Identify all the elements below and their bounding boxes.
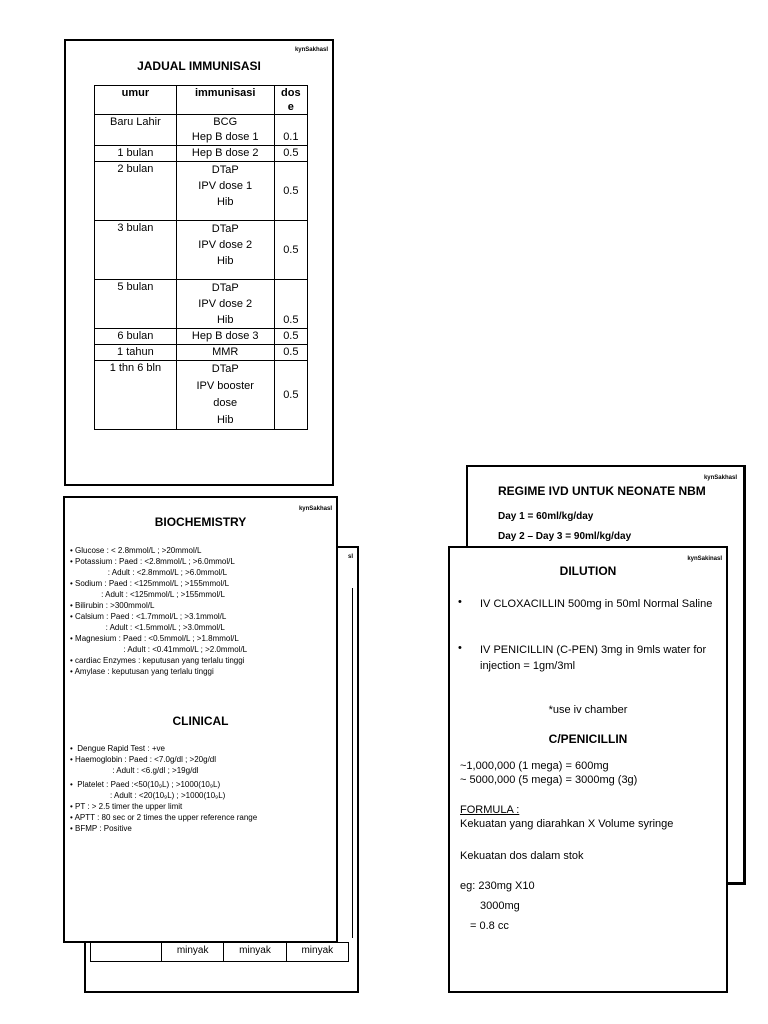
formula-label: FORMULA :	[460, 804, 520, 816]
vaccine-name: Hib	[216, 414, 234, 426]
table-row	[95, 221, 308, 280]
dose-cell: 0.5	[274, 146, 307, 162]
biochemistry-tag: kynSakhasI	[298, 506, 332, 512]
regime-day2: Day 2 – Day 3 = 90ml/kg/day	[498, 531, 632, 542]
conversion-2: ~ 5000,000 (5 mega) = 3000mg (3g)	[460, 774, 638, 786]
back-card-tag: sI	[347, 554, 353, 560]
biochem-line: • Amylase : keputusan yang terlalu tinggi	[70, 667, 214, 676]
dose-cell: 0.5	[274, 280, 307, 329]
immunisation-card	[64, 39, 334, 486]
vaccine-cell	[176, 115, 274, 146]
col-header-umur: umur	[95, 86, 177, 115]
vaccine-name: DTaP	[211, 363, 239, 375]
vaccine-name: Hep B dose 1	[191, 131, 259, 143]
col-header-immunisasi: immunisasi	[176, 86, 274, 115]
biochemistry-title: BIOCHEMISTRY	[154, 515, 247, 529]
biochem-line: • cardiac Enzymes : keputusan yang terlalu tinggi	[70, 656, 245, 665]
age-cell: Baru Lahir	[95, 115, 177, 146]
vaccine-cell	[176, 162, 274, 221]
biochem-line: : Adult : <2.8mmol/L ; >6.0mmol/L	[70, 568, 228, 577]
biochem-line: : Adult : <1.5mmol/L ; >3.0mmol/L	[70, 623, 225, 632]
footer-cell: minyak	[224, 943, 286, 961]
clinical-list	[70, 743, 257, 834]
regime-title: REGIME IVD UNTUK NEONATE NBM	[498, 484, 706, 498]
dose-cell: 0.5	[274, 361, 307, 430]
vaccine-name: IPV booster	[196, 380, 254, 392]
vaccine-cell	[176, 361, 274, 430]
immunisation-title: JADUAL IMMUNISASI	[137, 59, 261, 73]
footer-cell: minyak	[301, 945, 334, 956]
cpen-title: C/PENICILLIN	[548, 732, 628, 746]
formula-line2: Kekuatan dos dalam stok	[460, 850, 584, 862]
vaccine-name: IPV dose 2	[198, 239, 253, 251]
footer-cell: minyak	[162, 943, 224, 961]
vaccine-name: Hib	[216, 196, 234, 208]
dilution-tag: kynSakinasI	[687, 556, 722, 562]
dilution-bullet: • IV CLOXACILLIN 500mg in 50ml Normal Saline	[458, 596, 713, 610]
table-row	[95, 162, 308, 221]
example-2: 3000mg	[480, 900, 520, 912]
vaccine-cell	[176, 280, 274, 329]
table-row	[95, 345, 308, 361]
age-cell: 2 bulan	[95, 162, 177, 221]
clinical-line: • Haemoglobin : Paed : <7.0g/dl ; >20g/dl	[70, 755, 217, 764]
dilution-bullet: • IV PENICILLIN (C-PEN) 3mg in 9mls water for injection = 1gm/3ml	[458, 642, 707, 672]
vaccine-name: Hep B dose 2	[191, 147, 259, 159]
vaccine-name: Hep B dose 3	[191, 330, 259, 342]
table-row	[95, 280, 308, 329]
vaccine-name: DTaP	[211, 164, 239, 176]
biochem-line: • Bilirubin : >300mmol/L	[70, 601, 155, 610]
vaccine-name: Hib	[216, 314, 234, 326]
clinical-line: • APTT : 80 sec or 2 times the upper reference range	[70, 813, 258, 822]
age-cell: 1 tahun	[95, 345, 177, 361]
biochem-line: : Adult : <0.41mmol/L ; >2.0mmol/L	[70, 645, 248, 654]
dose-cell: 0.5	[274, 345, 307, 361]
use-iv-note: *use iv chamber	[548, 704, 628, 716]
table-row	[95, 146, 308, 162]
immunisation-table	[94, 85, 308, 430]
dilution-card	[448, 546, 728, 993]
age-cell: 1 thn 6 bln	[95, 361, 177, 430]
clinical-line: • PT : > 2.5 timer the upper limit	[70, 802, 183, 811]
vaccine-cell	[176, 221, 274, 280]
dose-cell: 0.5	[274, 162, 307, 221]
clinical-line: • BFMP : Positive	[70, 824, 132, 833]
biochem-line: • Potassium : Paed : <2.8mmol/L ; >6.0mmol/L	[70, 557, 235, 566]
table-row	[95, 115, 308, 146]
table-row	[95, 329, 308, 345]
age-cell: 1 bulan	[95, 146, 177, 162]
clinical-title: CLINICAL	[172, 714, 229, 728]
table-row	[95, 361, 308, 430]
dose-cell: 0.1	[274, 115, 307, 146]
dose-cell: 0.5	[274, 329, 307, 345]
clinical-line: • Platelet : Paed :<50(10₉L) ; >1000(10₉L)	[70, 780, 221, 789]
dilution-title: DILUTION	[559, 564, 617, 578]
dose-cell: 0.5	[274, 221, 307, 280]
age-cell: 6 bulan	[95, 329, 177, 345]
vaccine-name: IPV dose 2	[198, 298, 253, 310]
vaccine-name: dose	[213, 397, 238, 409]
biochemistry-card	[63, 496, 338, 943]
vaccine-name: BCG	[213, 116, 238, 128]
vaccine-name: DTaP	[211, 223, 239, 235]
regime-tag: kynSakhasI	[703, 475, 737, 481]
biochemistry-list	[70, 545, 247, 677]
vaccine-cell	[176, 329, 274, 345]
vaccine-name: DTaP	[211, 282, 239, 294]
example-1: eg: 230mg X10	[460, 880, 535, 892]
clinical-line: : Adult : <20(10₉L) ; >1000(10₉L)	[70, 791, 226, 800]
biochem-line: : Adult : <125mmol/L ; >155mmol/L	[70, 590, 225, 599]
conversion-1: ~1,000,000 (1 mega) = 600mg	[460, 760, 609, 772]
formula-line1: Kekuatan yang diarahkan X Volume syringe	[460, 818, 674, 830]
col-header-dose: dos e	[274, 86, 307, 115]
back-card-footer-row	[90, 942, 349, 962]
vaccine-cell	[176, 345, 274, 361]
biochem-line: • Calsium : Paed : <1.7mmol/L ; >3.1mmol/L	[70, 612, 227, 621]
vaccine-name: IPV dose 1	[198, 180, 253, 192]
vaccine-name: MMR	[212, 346, 239, 358]
clinical-line: • Dengue Rapid Test : +ve	[70, 744, 165, 753]
age-cell: 5 bulan	[95, 280, 177, 329]
immunisation-tag: kynSakhasI	[294, 47, 328, 53]
age-cell: 3 bulan	[95, 221, 177, 280]
vaccine-cell	[176, 146, 274, 162]
biochem-line: • Magnesium : Paed : <0.5mmol/L ; >1.8mmol/L	[70, 634, 239, 643]
clinical-line: : Adult : <6.g/dl ; >19g/dl	[70, 766, 199, 775]
vaccine-name: Hib	[216, 255, 234, 267]
regime-day1: Day 1 = 60ml/kg/day	[498, 511, 594, 522]
biochem-line: • Sodium : Paed : <125mmol/L ; >155mmol/L	[70, 579, 230, 588]
example-3: = 0.8 cc	[470, 920, 509, 932]
biochem-line: • Glucose : < 2.8mmol/L ; >20mmol/L	[70, 546, 202, 555]
